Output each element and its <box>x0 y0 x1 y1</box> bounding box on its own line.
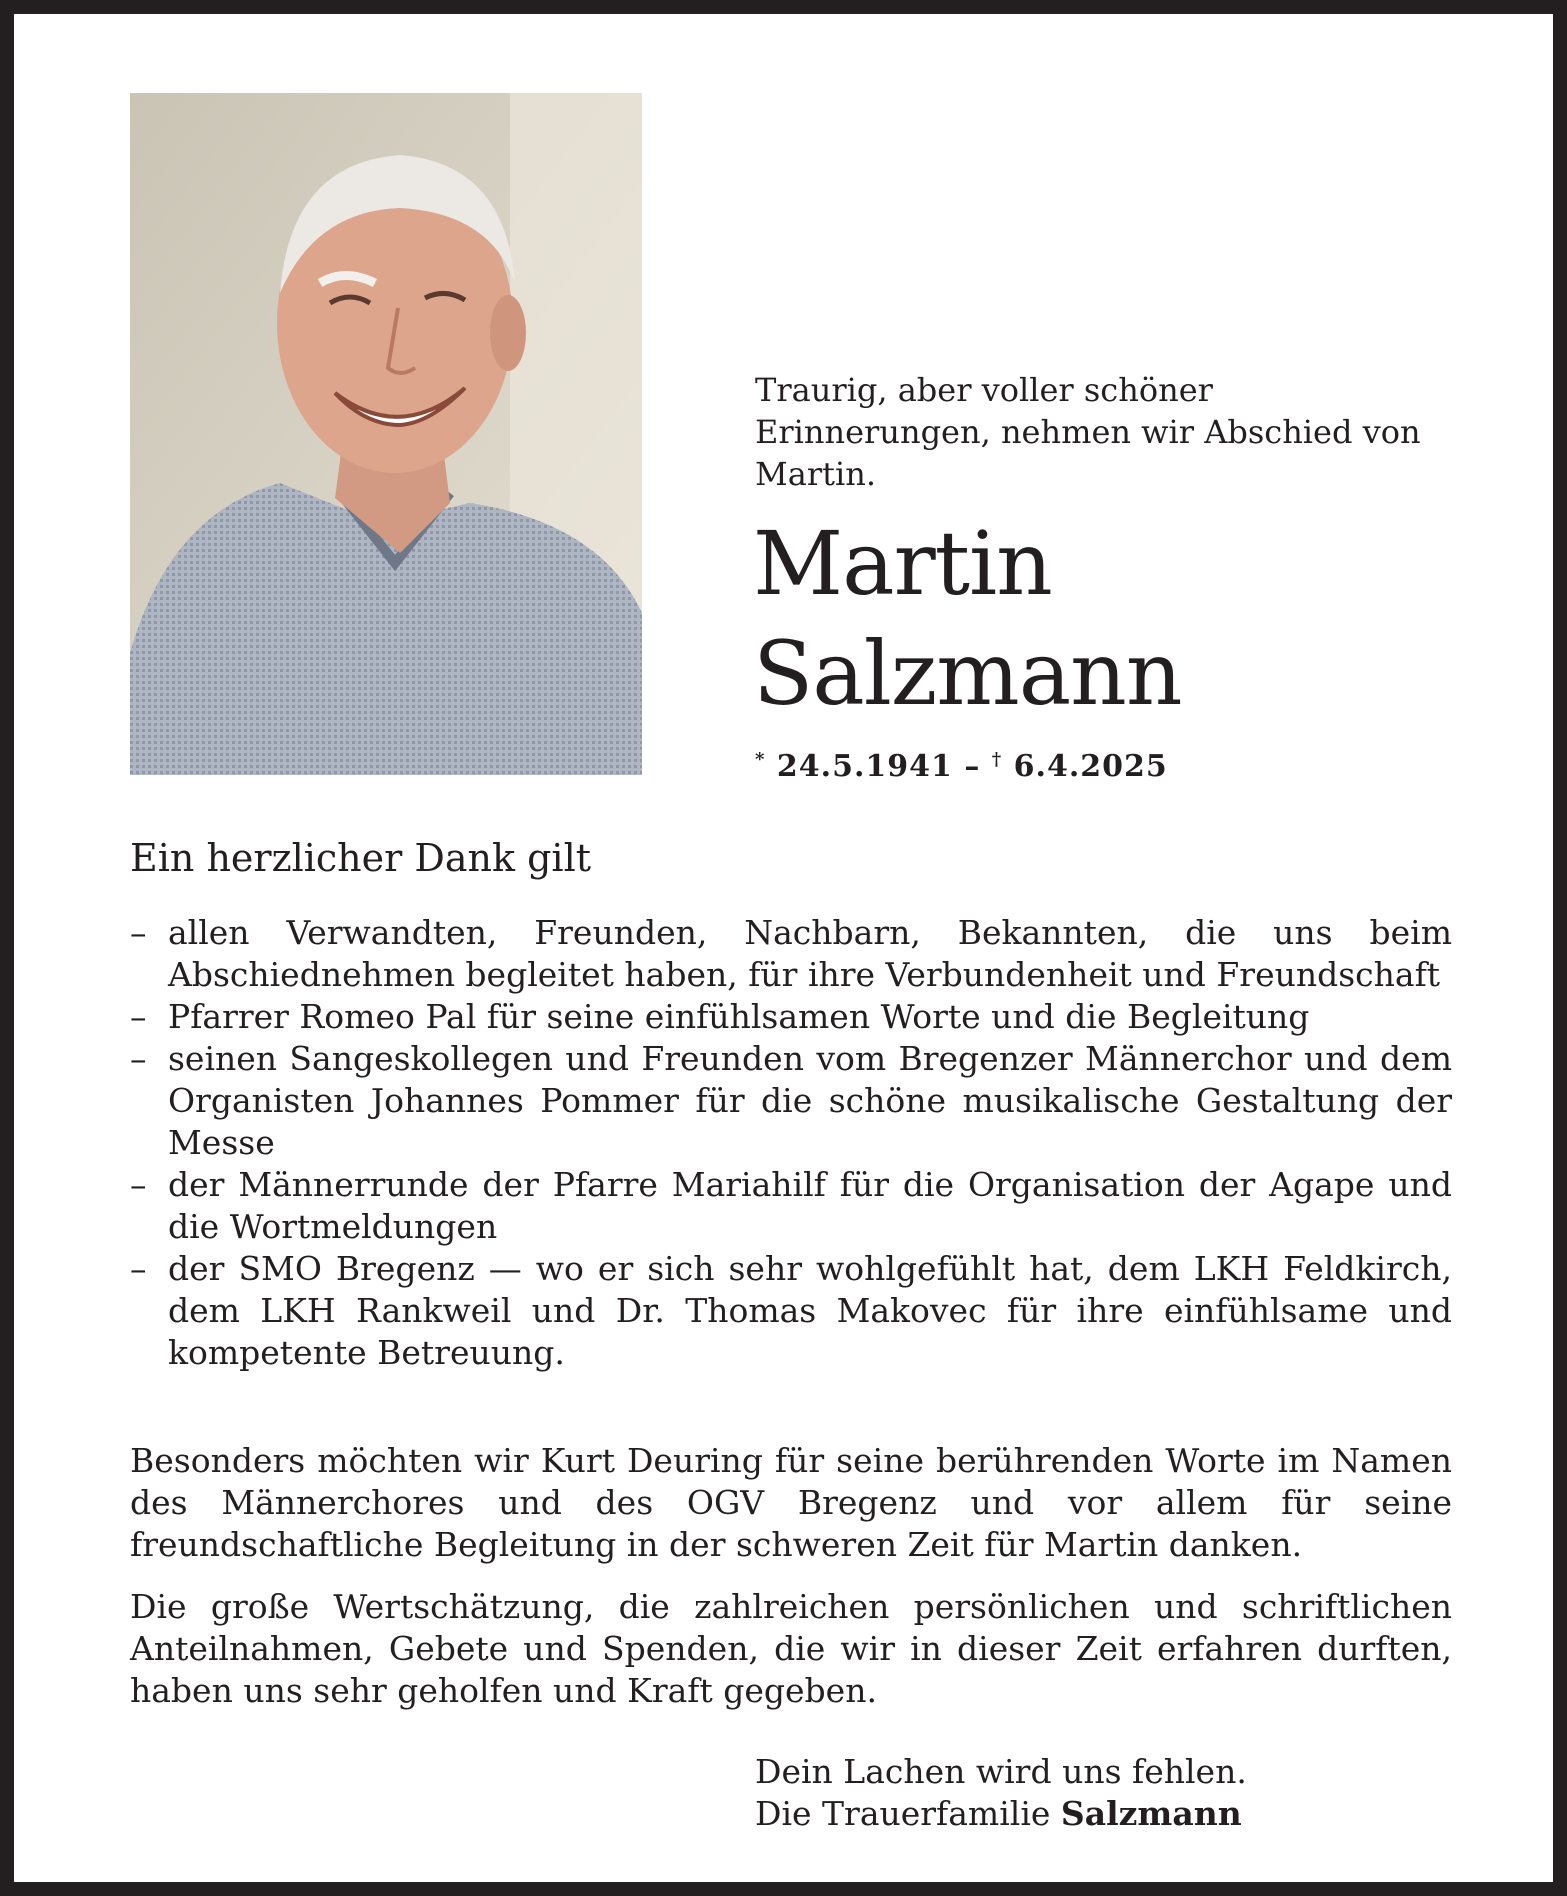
deceased-name <box>753 509 1513 729</box>
thanks-list <box>130 912 1452 1374</box>
paragraph-special-thanks: Besonders möchten wir Kurt Deuring für seine berührenden Worte im Namen des Männerchores und des OGV Bregenz und vor allem für seine freundschaftliche Begleitung in der schweren Zeit für Martin danken. <box>130 1441 1452 1564</box>
list-item <box>130 996 1452 1038</box>
closing-signature <box>755 1751 1247 1835</box>
life-dates <box>755 749 1168 784</box>
list-item <box>130 1038 1452 1164</box>
list-item-text: der SMO Bregenz — wo er sich sehr wohlgefühlt hat, dem LKH Feldkirch, dem LKH Rankweil und Dr. Thomas Makovec für ihre einfühlsame und kompetente Betreuung. <box>168 1249 1452 1372</box>
death-symbol: † <box>991 749 1003 770</box>
list-item <box>130 1248 1452 1374</box>
intro-text: Traurig, aber voller schöner Erinnerungen, nehmen wir Abschied von Martin. <box>755 371 1421 493</box>
death-date: 6.4.2025 <box>1013 749 1168 784</box>
date-separator: – <box>964 749 981 784</box>
birth-date: 24.5.1941 <box>776 749 953 784</box>
list-item <box>130 1164 1452 1248</box>
list-item-text: der Männerrunde der Pfarre Mariahilf für die Organisation der Agape und die Wortmeldungen <box>168 1165 1452 1246</box>
list-item-text: Pfarrer Romeo Pal für seine einfühlsamen Worte und die Begleitung <box>168 997 1310 1036</box>
list-item <box>130 912 1452 996</box>
closing-line: Dein Lachen wird uns fehlen. <box>755 1752 1247 1791</box>
first-name: Martin <box>753 512 1052 615</box>
family-signature <box>755 1793 1247 1835</box>
portrait-photo <box>130 93 642 775</box>
list-dash: – <box>130 1249 147 1288</box>
obituary-page <box>14 14 1553 1882</box>
list-dash: – <box>130 997 147 1036</box>
family-prefix: Die Trauerfamilie <box>755 1794 1051 1833</box>
list-item-text: allen Verwandten, Freunden, Nachbarn, Bekannten, die uns beim Abschiednehmen begleitet haben, für ihre Verbundenheit und Freundschaft <box>168 913 1452 994</box>
list-dash: – <box>130 913 147 952</box>
list-dash: – <box>130 1039 147 1078</box>
list-dash: – <box>130 1165 147 1204</box>
thanks-heading: Ein herzlicher Dank gilt <box>130 836 591 880</box>
birth-symbol: * <box>755 749 766 770</box>
last-name: Salzmann <box>753 622 1182 725</box>
family-surname: Salzmann <box>1060 1794 1242 1833</box>
paragraph-appreciation: Die große Wertschätzung, die zahlreichen persönlichen und schriftlichen Anteilnahmen, Gebete und Spenden, die wir in dieser Zeit erfahren durften, haben uns sehr geholfen und Kraft gegeben. <box>130 1587 1452 1710</box>
list-item-text: seinen Sangeskollegen und Freunden vom Bregenzer Männerchor und dem Organisten Johannes Pommer für die schöne musikalische Gestaltung der Messe <box>168 1039 1452 1162</box>
